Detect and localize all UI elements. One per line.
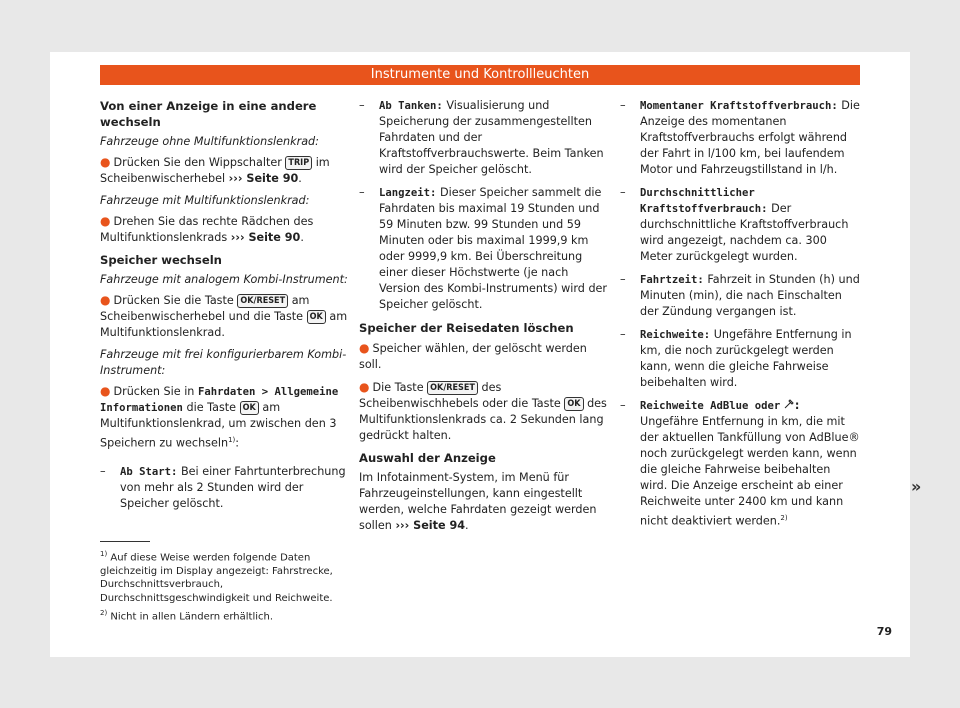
definition-text: Visualisierung und Speicherung der zusammengestellten Fahrdaten und der Kraftstoffverbrauchswerte. Beim Tanken wird der Speicher gelöscht. bbox=[379, 99, 604, 176]
column-1 bbox=[100, 98, 350, 519]
footnote-text: Nicht in allen Ländern erhältlich. bbox=[110, 611, 274, 623]
dash-marker: – bbox=[620, 328, 626, 341]
dash-marker: – bbox=[359, 99, 365, 112]
paragraph-text: Im Infotainment-System, im Menü für Fahrzeugeinstellungen, kann eingestellt werden, welche Fahrdaten gezeigt werden sollen bbox=[359, 471, 597, 532]
condition-text: Fahrzeuge mit frei konfigurierbarem Kombi-Instrument: bbox=[100, 348, 347, 377]
definition-term: Reichweite AdBlue oder bbox=[640, 400, 781, 412]
bullet-text: am Scheibenwischerhebel und die Taste bbox=[100, 294, 310, 323]
page bbox=[50, 52, 922, 657]
column-2 bbox=[359, 98, 609, 538]
definition-item bbox=[620, 327, 860, 391]
heading-delete-memory: Speicher der Reisedaten löschen bbox=[359, 321, 574, 335]
ok-key-icon: OK bbox=[240, 401, 259, 415]
bullet-text: des Scheibenwischhebels oder die Taste bbox=[359, 381, 561, 410]
condition-text: Fahrzeuge ohne Multifunktionslenkrad: bbox=[100, 135, 319, 148]
bullet-text: Die Taste bbox=[372, 381, 424, 394]
footnote-ref: 1) bbox=[228, 436, 236, 444]
bullet-text: am Multifunktionslenkrad. bbox=[100, 310, 348, 339]
bullet-item bbox=[359, 340, 609, 373]
footnote-mark: 2) bbox=[100, 609, 108, 617]
condition-text: Fahrzeuge mit analogem Kombi-Instrument: bbox=[100, 273, 348, 286]
bullet-icon: ● bbox=[359, 380, 370, 394]
definition-text: Ungefähre Entfernung in km, die noch zurückgelegt werden kann, wenn die gleiche Fahrweise beibehalten wird. bbox=[640, 328, 852, 389]
bullet-icon: ● bbox=[100, 214, 111, 228]
bullet-item bbox=[100, 292, 350, 341]
footnote-mark: 1) bbox=[100, 550, 108, 558]
trip-key-icon: TRIP bbox=[285, 156, 312, 170]
definition-text: Fahrzeit in Stunden (h) und Minuten (min), die nach Einschalten der Zündung vergangen ist. bbox=[640, 273, 860, 318]
definition-item bbox=[620, 272, 860, 320]
bullet-text: Drücken Sie in bbox=[113, 385, 195, 398]
column-3 bbox=[620, 98, 860, 537]
bullet-text: im Scheibenwischerhebel bbox=[100, 156, 330, 185]
heading-change-memory: Speicher wechseln bbox=[100, 253, 222, 267]
dash-marker: – bbox=[620, 186, 626, 199]
bullet-text: Drehen Sie das rechte Rädchen des Multifunktionslenkrads bbox=[100, 215, 314, 244]
dash-marker: – bbox=[620, 273, 626, 286]
page-reference: ››› Seite 90 bbox=[230, 231, 301, 244]
paragraph: Im Infotainment-System, im Menü für Fahrzeugeinstellungen, kann eingestellt werden, welche Fahrdaten gezeigt werden sollen ››› Seite 94. bbox=[359, 471, 597, 532]
condition-text: Fahrzeuge mit Multifunktionslenkrad: bbox=[100, 194, 310, 207]
definition-text: Die Anzeige des momentanen Kraftstoffverbrauchs erfolgt während der Fahrt in l/100 km, bei laufendem Motor und Fahrzeugstillstand in l/h. bbox=[640, 99, 860, 176]
definition-item bbox=[620, 185, 860, 265]
bullet-text: Speicher wählen, der gelöscht werden soll. bbox=[359, 342, 587, 371]
dash-marker: – bbox=[620, 399, 626, 412]
footnote-2 bbox=[100, 607, 350, 624]
heading-switch-display: Von einer Anzeige in eine andere wechseln bbox=[100, 99, 317, 129]
dash-marker: – bbox=[359, 186, 365, 199]
definition-text: Der durchschnittliche Kraftstoffverbrauch wird angezeigt, nachdem ca. 300 Meter zurückgelegt wurden. bbox=[640, 202, 849, 263]
menu-path: Fahrdaten > Allgemeine Informationen bbox=[100, 386, 339, 414]
definition-term: Ab Tanken: bbox=[379, 100, 443, 112]
ok-reset-key-icon: OK/RESET bbox=[427, 381, 478, 395]
definition-item bbox=[359, 185, 609, 313]
ok-key-icon: OK bbox=[307, 310, 326, 324]
fuel-pump-icon bbox=[784, 399, 795, 412]
bullet-icon: ● bbox=[359, 341, 370, 355]
definition-term: Ab Start: bbox=[120, 465, 178, 478]
definition-item bbox=[620, 98, 860, 178]
ok-key-icon: OK bbox=[564, 397, 583, 411]
bullet-text: am Multifunktionslenkrad, um zwischen den 3 Speichern zu wechseln bbox=[100, 401, 337, 450]
definition-text: Ungefähre Entfernung in km, die mit der aktuellen Tankfüllung von AdBlue® noch zurückgelegt werden kann, wenn die gleiche Fahrweise beibehalten wird. Die Anzeige erscheint ab einer Reichweite unter 2400 km und kann nicht deaktiviert werden. bbox=[640, 415, 860, 528]
bullet-text: des Multifunktionslenkrads ca. 2 Sekunden lang gedrückt halten. bbox=[359, 397, 607, 442]
section-title: Instrumente und Kontrollleuchten bbox=[370, 67, 590, 82]
definition-term: Momentaner Kraftstoffverbrauch: bbox=[640, 100, 838, 112]
definition-item bbox=[100, 464, 350, 512]
page-reference: ››› Seite 90 bbox=[228, 172, 299, 185]
definition-text: Bei einer Fahrtunterbrechung von mehr als 2 Stunden wird der Speicher gelöscht. bbox=[120, 464, 346, 510]
footnote-divider bbox=[100, 541, 150, 542]
footnote-ref: 2) bbox=[780, 514, 788, 522]
footnote-text: Auf diese Weise werden folgende Daten gleichzeitig im Display angezeigt: Fahrstrecke, Durchschnittsverbrauch, Durchschnittsgeschwindigkeit und Reichweite. bbox=[100, 552, 333, 604]
bullet-text: Drücken Sie die Taste bbox=[113, 294, 234, 307]
definition-term: Reichweite: bbox=[640, 329, 711, 341]
footnote-1 bbox=[100, 548, 350, 605]
definition-term: Durchschnittlicher Kraftstoffverbrauch: bbox=[640, 187, 768, 215]
page-number: 79 bbox=[876, 625, 892, 638]
bullet-item: ● Drücken Sie den Wippschalter TRIP im Scheibenwischerhebel ››› Seite 90. bbox=[100, 155, 330, 185]
bullet-text: Drücken Sie den Wippschalter bbox=[113, 156, 282, 169]
bullet-icon: ● bbox=[100, 155, 111, 169]
bullet-item: ● Drücken Sie in Fahrdaten > Allgemeine Informationen die Taste OK am Multifunktionslenkrad, um zwischen den 3 Speichern zu wechseln$^{1)}$: bbox=[100, 384, 339, 450]
heading-select-display: Auswahl der Anzeige bbox=[359, 451, 496, 465]
bullet-icon: ● bbox=[100, 384, 111, 398]
definition-term: Langzeit: bbox=[379, 187, 437, 199]
dash-marker: – bbox=[620, 99, 626, 112]
dash-marker: – bbox=[100, 464, 106, 478]
definition-item: – Reichweite AdBlue oder : Ungefähre Entfernung in km, die mit der aktuellen Tankfüllung von AdBlue® noch zurückgelegt werden kann, wenn die gleiche Fahrweise beibehalten wird. Die Anzeige erscheint ab einer Reichweite unter 2400 km und kann nicht deaktiviert werden.$^{2)}$ bbox=[620, 399, 860, 528]
continue-arrow-icon: » bbox=[911, 477, 922, 496]
ok-reset-key-icon: OK/RESET bbox=[237, 294, 288, 308]
bullet-item bbox=[359, 379, 609, 444]
definition-term: Fahrtzeit: bbox=[640, 274, 704, 286]
section-header bbox=[100, 65, 860, 85]
page-reference: ››› Seite 94 bbox=[395, 519, 466, 532]
bullet-item: ● Drehen Sie das rechte Rädchen des Multifunktionslenkrads ››› Seite 90. bbox=[100, 214, 314, 244]
bullet-text: die Taste bbox=[186, 401, 237, 414]
bullet-icon: ● bbox=[100, 293, 111, 307]
definition-item bbox=[359, 98, 609, 178]
definition-text: Dieser Speicher sammelt die Fahrdaten bis maximal 19 Stunden und 59 Minuten bzw. 99 Stunden und 59 Minuten oder bis maximal 1999,9 km oder 9999,9 km. Bei Überschreitung einer dieser Höchstwerte (je nach Version des Kombi-Instruments) wird der Speicher gelöscht. bbox=[379, 186, 608, 311]
